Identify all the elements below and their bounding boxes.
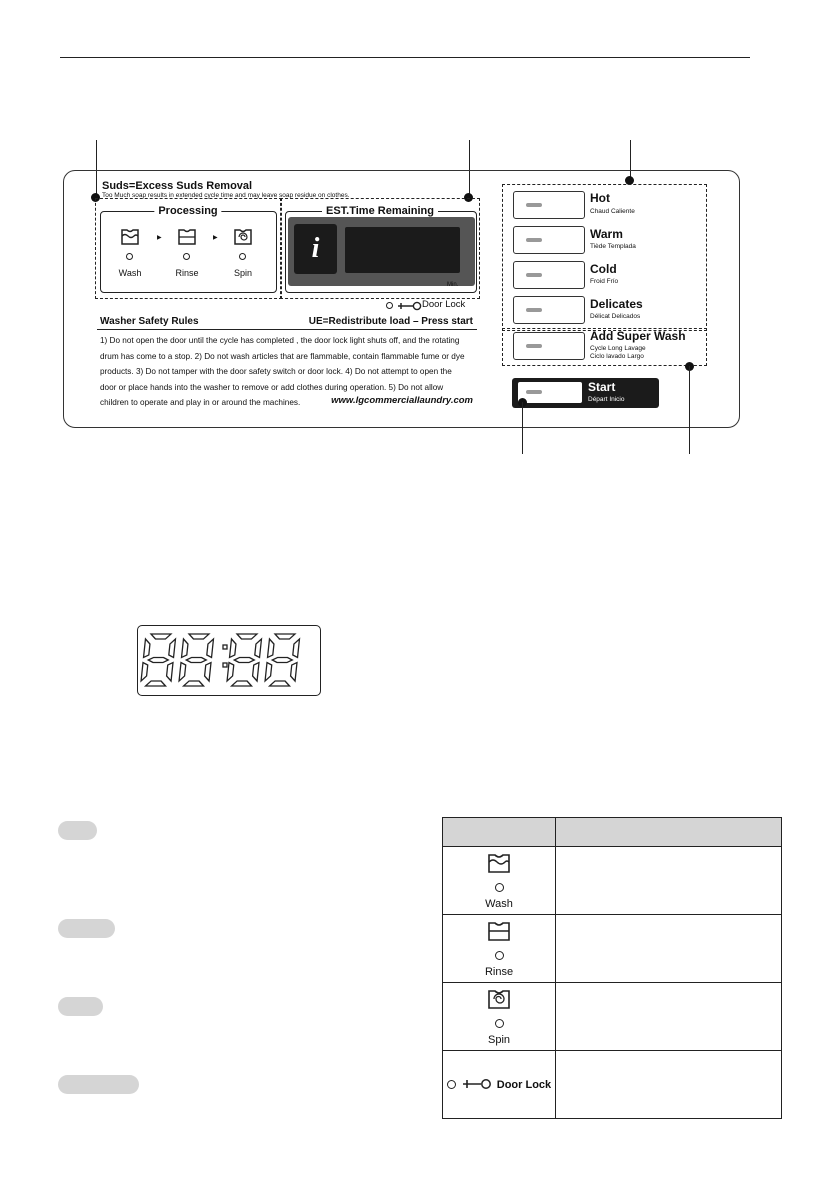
door-lock-led [386, 302, 393, 309]
colon-dot [223, 663, 227, 667]
segment [141, 663, 148, 682]
cold-button[interactable] [513, 261, 585, 289]
segment [184, 681, 205, 686]
rinse-led [495, 951, 504, 960]
rules-divider [97, 329, 477, 330]
table-header-indicator [443, 818, 556, 847]
start-button-key[interactable] [518, 382, 582, 403]
rinse-tub-icon [176, 228, 198, 246]
segment [227, 663, 234, 682]
processing-title: Processing [154, 205, 221, 217]
table-row [443, 847, 782, 915]
label-pill [58, 919, 115, 938]
spin-led [495, 1019, 504, 1028]
callout-line-super-wash [689, 366, 690, 454]
super-wash-label: Add Super Wash [590, 329, 686, 343]
segment [179, 663, 186, 682]
hot-button[interactable] [513, 191, 585, 219]
hot-sub-label: Chaud Caliente [590, 208, 635, 215]
delicates-sub-label: Délicat Delicados [590, 313, 641, 320]
rinse-label: Rinse [484, 965, 514, 978]
suds-title: Suds=Excess Suds Removal [102, 180, 253, 192]
rules-line: children to operate and play in or around the machines. [100, 398, 301, 407]
spin-label: Spin [233, 268, 253, 278]
segment [268, 639, 275, 658]
key-icon [460, 1078, 492, 1090]
label-pill [58, 997, 103, 1016]
segment [186, 658, 207, 663]
info-icon[interactable]: i [294, 224, 337, 274]
table-header-description [556, 818, 782, 847]
start-label: Start [588, 380, 616, 394]
segment-digit [265, 634, 300, 686]
segment [290, 663, 297, 682]
label-pill [58, 821, 97, 840]
door-lock-description [556, 1051, 782, 1119]
wash-description [556, 847, 782, 915]
segment-digit [141, 634, 176, 686]
segment-digit [179, 634, 214, 686]
arrow-icon: ▶ [157, 235, 162, 241]
wash-label: Wash [485, 897, 513, 910]
segment [234, 658, 255, 663]
delicates-label: Delicates [590, 297, 643, 311]
door-lock-indicator-cell [443, 1051, 556, 1119]
rinse-description [556, 915, 782, 983]
warm-label: Warm [590, 227, 623, 241]
wash-indicator-cell [443, 847, 556, 915]
rules-line: drum has come to a stop. 2) Do not wash articles that are flammable, contain flammable fume or dye [100, 351, 465, 361]
arrow-icon: ▶ [213, 235, 218, 241]
segment [274, 634, 295, 639]
time-title: EST.Time Remaining [322, 205, 438, 217]
rinse-tub-icon [485, 920, 513, 942]
cold-sub-label: Froid Frío [590, 278, 619, 285]
delicates-button[interactable] [513, 296, 585, 324]
segment [204, 663, 211, 682]
cold-label: Cold [590, 262, 617, 276]
start-sub-label: Départ Inicio [588, 396, 625, 403]
segment-display [140, 629, 318, 692]
segment [232, 681, 253, 686]
segment [150, 634, 171, 639]
segment [182, 639, 189, 658]
spin-tub-icon [485, 988, 513, 1010]
super-wash-sub-label: Ciclo lavado Largo [590, 353, 644, 360]
super-wash-button[interactable] [513, 332, 585, 360]
time-display-screen [345, 227, 460, 273]
segment [188, 634, 209, 639]
warm-sub-label: Tiède Templada [590, 243, 636, 250]
safety-rules-title: Washer Safety Rules [100, 316, 199, 327]
rules-line: products. 3) Do not tamper with the door safety switch or door lock. 4) Do not attempt to open the [100, 367, 452, 376]
wash-led [495, 883, 504, 892]
hot-label: Hot [590, 191, 610, 205]
website-link: www.lgcommerciallaundry.com [331, 395, 473, 406]
rinse-indicator-cell [443, 915, 556, 983]
key-icon [396, 300, 422, 311]
suds-note: Too Much soap results in extended cycle time and may leave soap residue on clothes. [102, 192, 350, 199]
rules-line: 1) Do not open the door until the cycle has completed , the door lock light shuts off, and the rotating [100, 336, 460, 345]
rules-line: door or place hands into the washer to remove or add clothes during operation. 5) Do not allow [100, 382, 444, 392]
warm-button[interactable] [513, 226, 585, 254]
spin-label: Spin [487, 1033, 511, 1046]
segment [148, 658, 169, 663]
table-row [443, 983, 782, 1051]
segment [230, 639, 237, 658]
indicator-table [442, 817, 782, 1119]
door-lock-label: Door Lock [422, 299, 466, 310]
min-label: Min. [447, 282, 459, 288]
segment [252, 663, 259, 682]
segment [169, 639, 176, 658]
processing-frame [100, 211, 277, 293]
wash-tub-icon [485, 852, 513, 874]
rinse-label: Rinse [175, 268, 199, 278]
segment [166, 663, 173, 682]
segment [293, 639, 300, 658]
wash-led [126, 253, 133, 260]
spin-tub-icon [232, 228, 254, 246]
spin-indicator-cell [443, 983, 556, 1051]
super-wash-sub-label: Cycle Long Lavage [590, 345, 646, 352]
wash-tub-icon [119, 228, 141, 246]
door-lock-led [447, 1080, 456, 1089]
segment [265, 663, 272, 682]
wash-label: Wash [118, 268, 142, 278]
segment [270, 681, 291, 686]
spin-description [556, 983, 782, 1051]
rinse-led [183, 253, 190, 260]
segment-digit [227, 634, 262, 686]
callout-line-start [522, 402, 523, 454]
table-row [443, 1051, 782, 1119]
door-lock-label: Door Lock [496, 1078, 552, 1091]
table-row [443, 915, 782, 983]
segment [236, 634, 257, 639]
header-rule [60, 57, 750, 58]
colon-dot [223, 645, 227, 649]
segment [144, 639, 151, 658]
ue-label: UE=Redistribute load – Press start [308, 316, 473, 327]
segment [272, 658, 293, 663]
label-pill [58, 1075, 139, 1094]
segment [146, 681, 167, 686]
segment [207, 639, 214, 658]
spin-led [239, 253, 246, 260]
segment [255, 639, 262, 658]
